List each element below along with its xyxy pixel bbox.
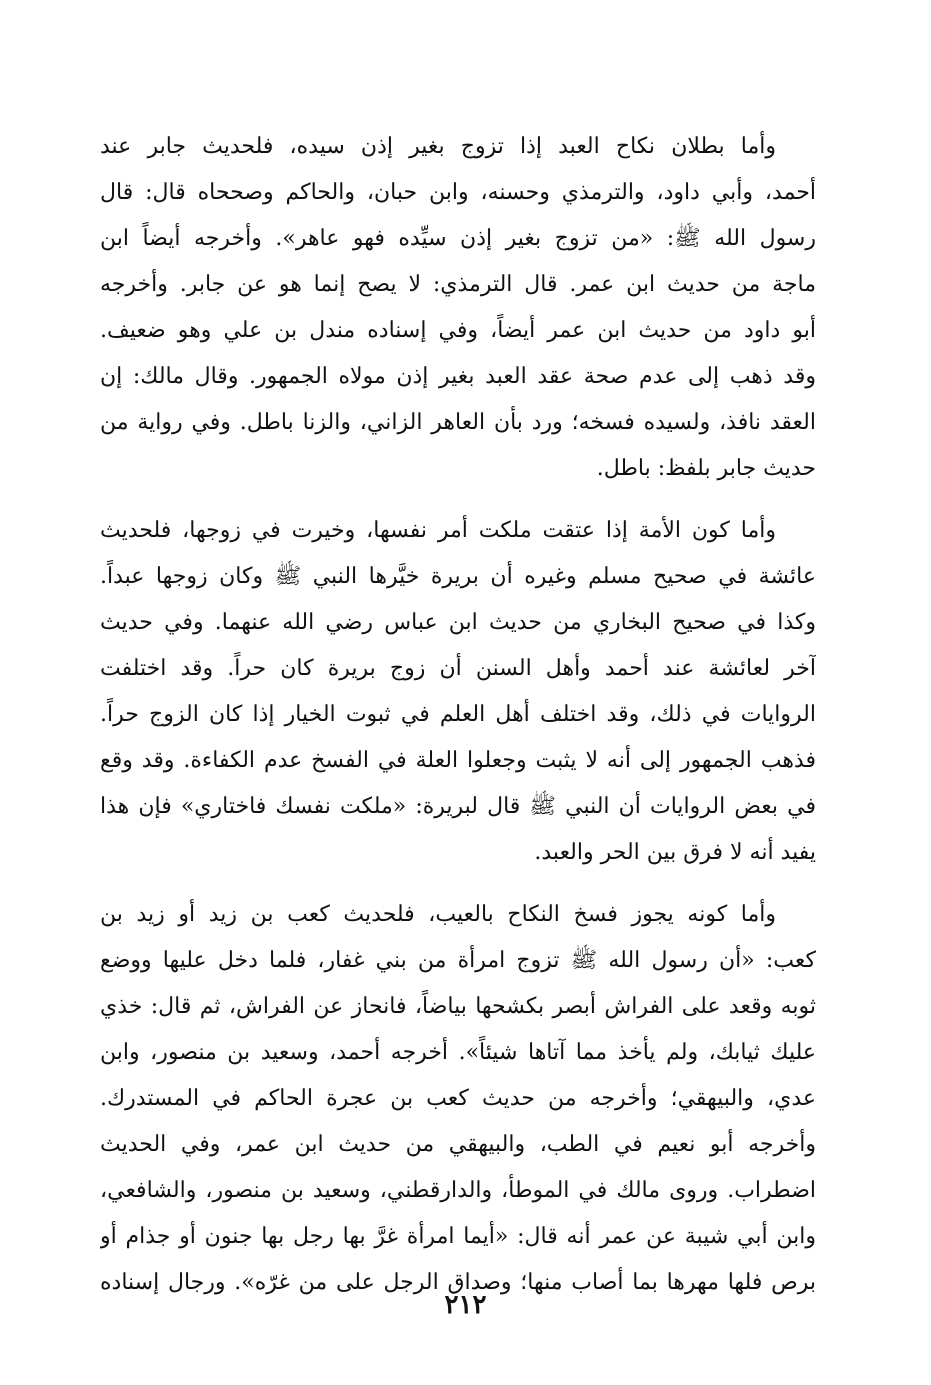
paragraph-2 [100,508,816,876]
text-line: العقد نافذ، ولسيده فسخه؛ ورد بأن العاهر الزاني، والزنا باطل. وفي رواية من [100,410,816,435]
text-line: وأما بطلان نكاح العبد إذا تزوج بغير إذن سيده، فلحديث جابر عند [100,134,776,159]
paragraph-divider [100,492,816,508]
text-line: وقد ذهب إلى عدم صحة عقد العبد بغير إذن مولاه الجمهور. وقال مالك: إن [100,364,816,389]
text-line: وأخرجه أبو نعيم في الطب، والبيهقي من حديث ابن عمر، وفي الحديث [100,1132,816,1157]
page-body [100,124,816,1306]
text-line: عائشة في صحيح مسلم وغيره أن بريرة خيَّرها النبي ﷺ وكان زوجها عبداً. [100,564,816,589]
text-line: كعب: «أن رسول الله ﷺ تزوج امرأة من بني غفار، فلما دخل عليها ووضع [100,948,816,973]
text-line: يفيد أنه لا فرق بين الحر والعبد. [534,840,816,865]
text-line: الروايات في ذلك، وقد اختلف أهل العلم في ثبوت الخيار إذا كان الزوج حراً. [100,702,816,727]
text-line: وأما كونه يجوز فسخ النكاح بالعيب، فلحديث كعب بن زيد أو زيد بن [100,902,776,927]
text-line: ثوبه وقعد على الفراش أبصر بكشحها بياضاً، فانحاز عن الفراش، ثم قال: خذي [100,994,816,1019]
text-line: أبو داود من حديث ابن عمر أيضاً، وفي إسناده مندل بن علي وهو ضعيف. [100,318,816,343]
text-line: برص فلها مهرها بما أصاب منها؛ وصداق الرجل على من غرّه». ورجال إسناده [100,1270,816,1295]
text-line: وكذا في صحيح البخاري من حديث ابن عباس رضي الله عنهما. وفي حديث [100,610,816,635]
text-line: ماجة من حديث ابن عمر. قال الترمذي: لا يصح إنما هو عن جابر. وأخرجه [100,272,816,297]
text-line: حديث جابر بلفظ: باطل. [596,456,816,481]
text-line: رسول الله ﷺ: «من تزوج بغير إذن سيِّده فهو عاهر». وأخرجه أيضاً ابن [100,226,816,251]
text-line: أحمد، وأبي داود، والترمذي وحسنه، وابن حبان، والحاكم وصححاه قال: قال [100,180,816,205]
paragraph-divider [100,876,816,892]
text-line: آخر لعائشة عند أحمد وأهل السنن أن زوج بريرة كان حراً. وقد اختلفت [100,656,816,681]
text-line: عدي، والبيهقي؛ وأخرجه من حديث كعب بن عجرة الحاكم في المستدرك. [100,1086,816,1111]
text-line: فذهب الجمهور إلى أنه لا يثبت وجعلوا العلة في الفسخ عدم الكفاءة. وقد وقع [100,748,816,773]
text-line: وابن أبي شيبة عن عمر أنه قال: «أيما امرأة غرَّ بها رجل بها جنون أو جذام أو [100,1224,816,1249]
text-line: عليك ثيابك، ولم يأخذ مما آتاها شيئاً». أخرجه أحمد، وسعيد بن منصور، وابن [100,1040,816,1065]
text-line: في بعض الروايات أن النبي ﷺ قال لبريرة: «ملكت نفسك فاختاري» فإن هذا [100,794,816,819]
page-number: ٢١٢ [444,1290,487,1320]
text-line: اضطراب. وروى مالك في الموطأ، والدارقطني، وسعيد بن منصور، والشافعي، [100,1178,816,1203]
paragraph-3 [100,892,816,1306]
text-line: وأما كون الأمة إذا عتقت ملكت أمر نفسها، وخيرت في زوجها، فلحديث [100,518,776,543]
paragraph-1 [100,124,816,492]
